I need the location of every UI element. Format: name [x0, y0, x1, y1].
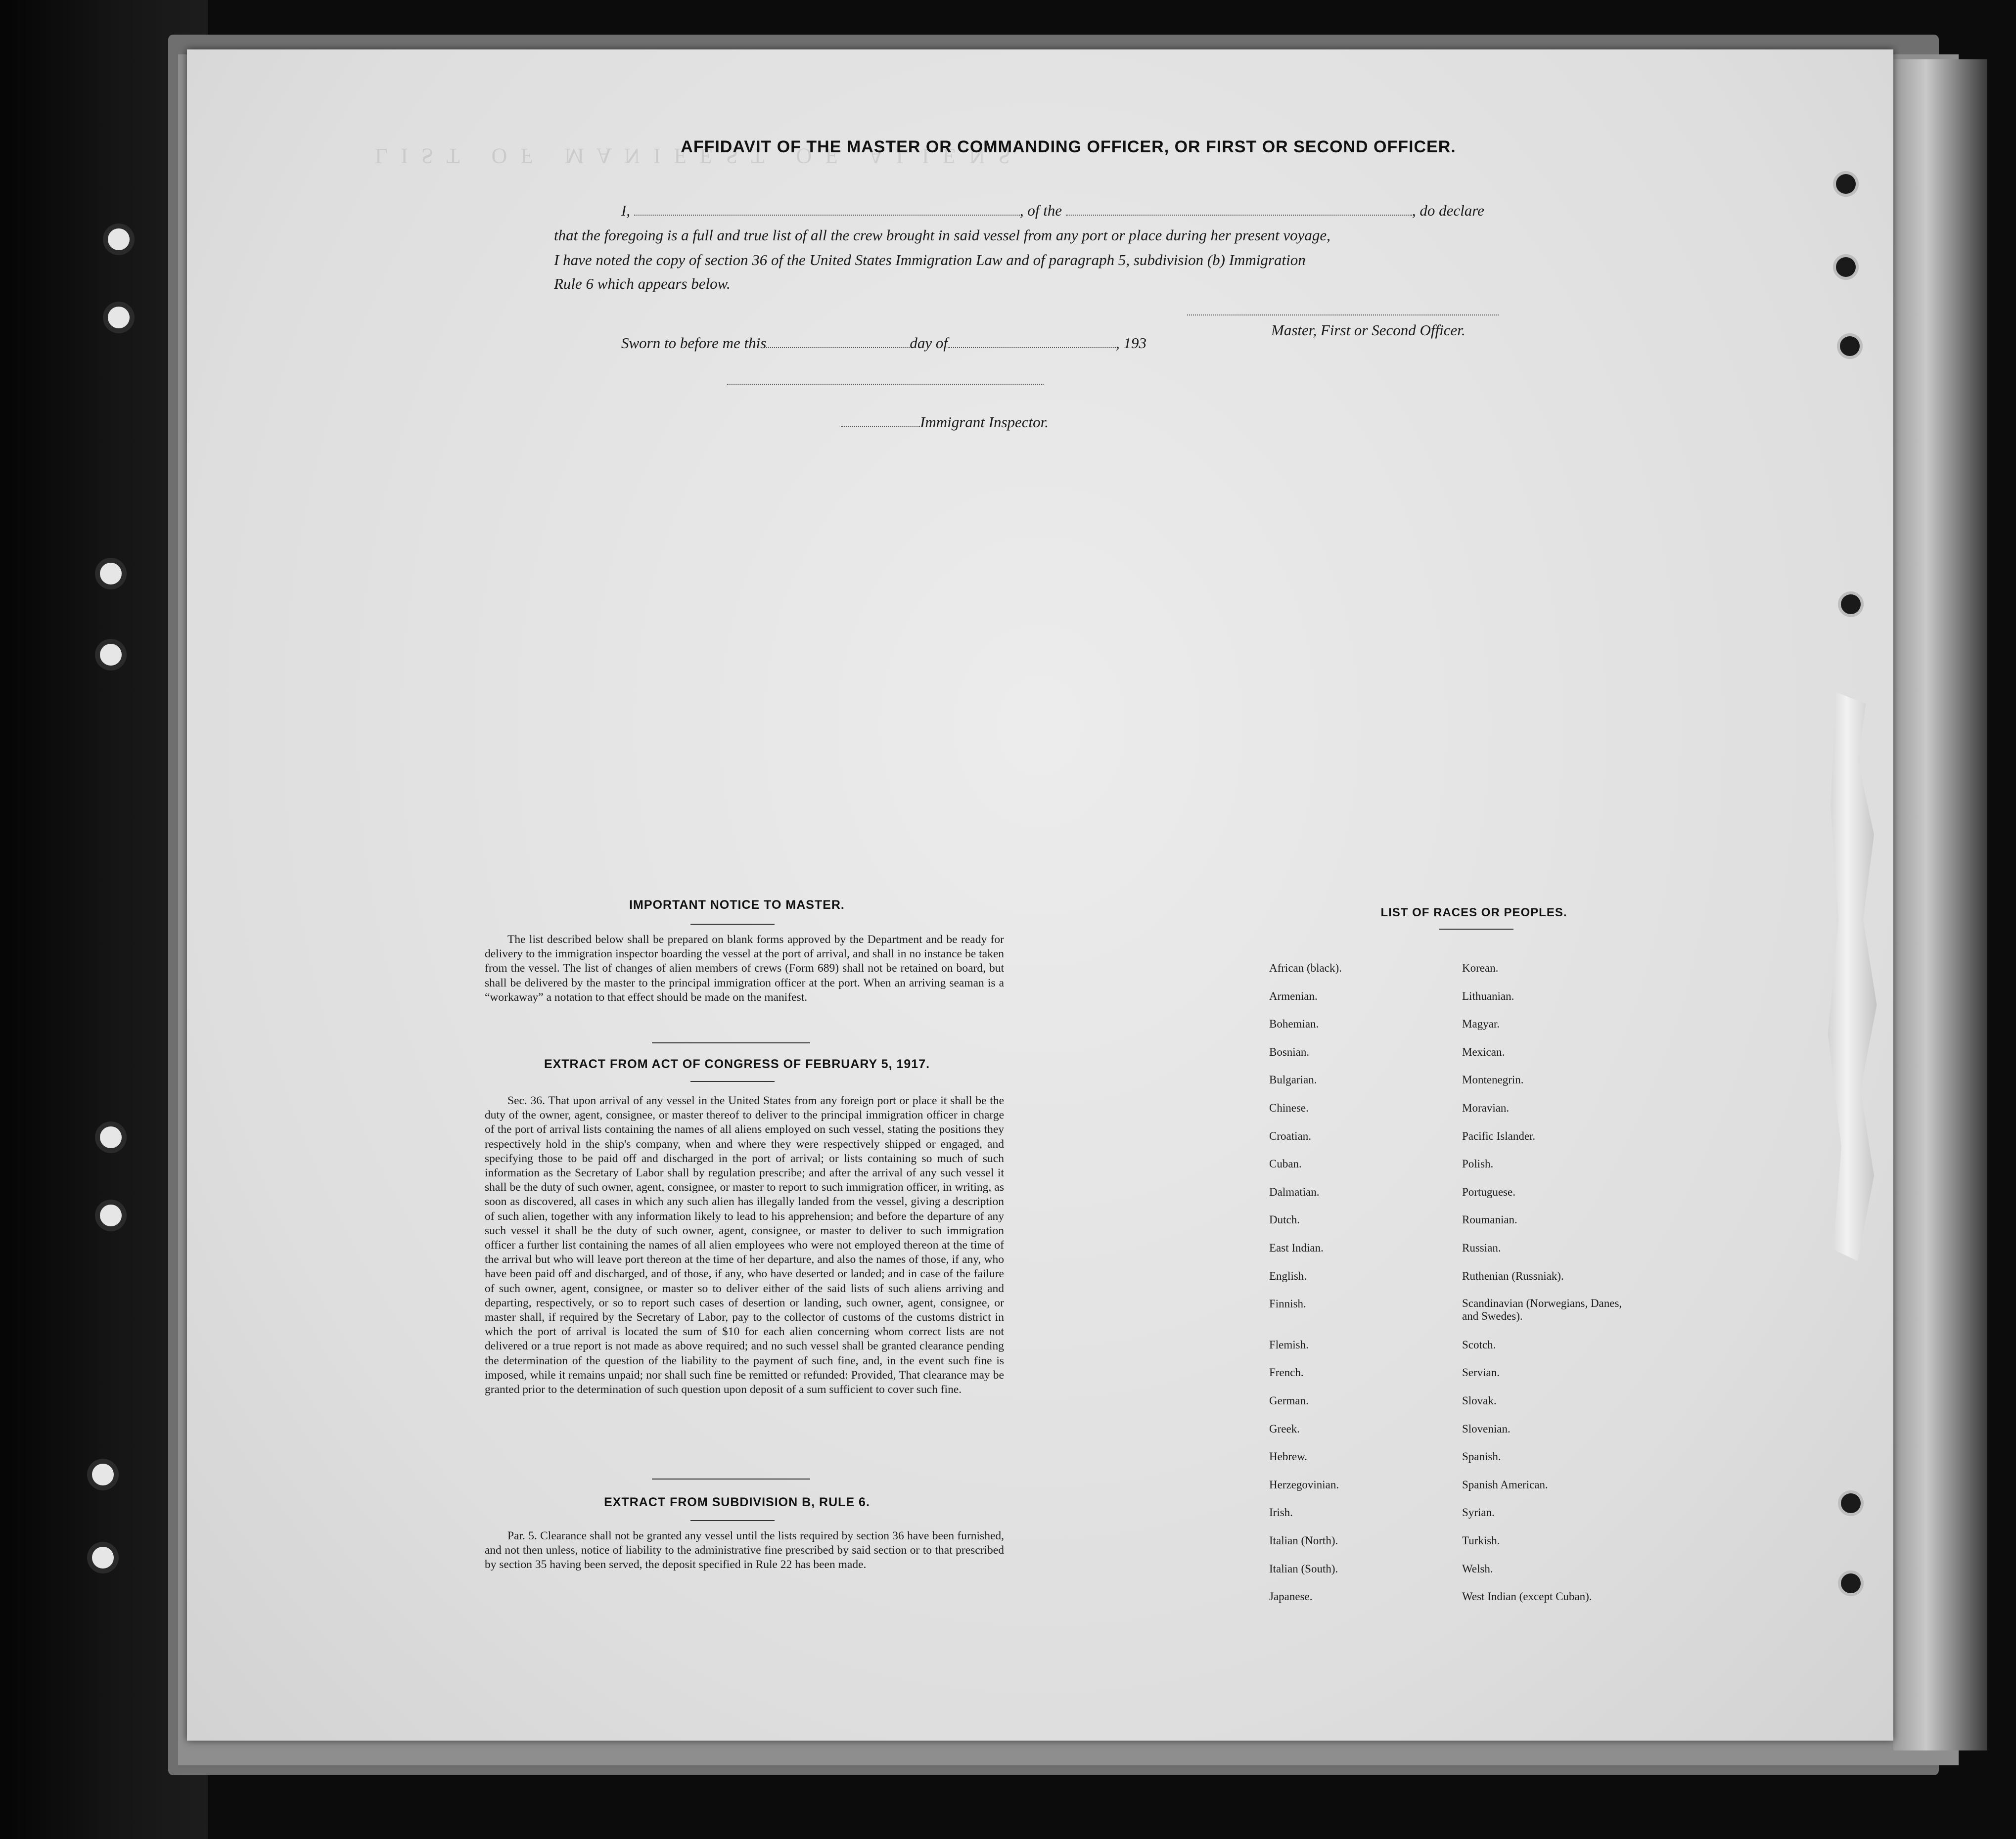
- declaration-line-3: I have noted the copy of section 36 of the United States Immigration Law and of paragraph 5, subdivision (b) Immigration: [554, 251, 1306, 269]
- rule-extract-divider: [690, 1520, 775, 1521]
- race-item-right: Lithuanian.: [1462, 990, 1514, 1002]
- binder-hole: [100, 563, 122, 584]
- page-hole: [1841, 1493, 1861, 1513]
- inspector-line: [841, 413, 1049, 431]
- races-divider: [1439, 929, 1513, 930]
- act-extract-body: Sec. 36. That upon arrival of any vessel in the United States from any foreign port or place it shall be the duty of the owner, agent, consignee, or master thereof to deliver to the principal immigration officer in charge of the port of arrival lists containing the names of all aliens employed on such vessel, stating the positions they respectively hold in the ship's company, when and where they were respectively shipped or engaged, and specifying those to be paid off and discharged in the port of arrival; or lists containing so much of such information as the Secretary of Labor shall by regulation prescribe; and after the arrival of any such vessel it shall be the duty of such owner, agent, consignee, or master to report to such immigration officer, in writing, as soon as discovered, all cases in which any such alien has illegally landed from the vessel, giving a description of such alien, together with any information likely to lead to his apprehension; and before the departure of any such vessel it shall be the duty of such owner, agent, consignee, or master to deliver to such immigration officer a further list containing the names of all alien employees who were not employed thereon at the time of the arrival but who will leave port thereon at the time of her departure, and also the names of those, if any, who have been paid off and discharged, and of those, if any, who have deserted or landed; and in case of the failure of such owner, agent, consignee, or master so to deliver either of the said lists of such aliens arriving and departing, respectively, or so to report such cases of desertion or landing, such owner, agent, consignee, or master shall, if required by the Secretary of Labor, pay to the collector of customs of the customs district in which the port of arrival is located the sum of $10 for each alien concerning whom correct lists are not delivered or a true report is not made as above required; and no such vessel shall be granted clearance pending the determination of the question of the liability to the payment of such fine, and, in the event such fine is imposed, while it remains unpaid; nor shall such fine be remitted or refunded: Provided, That clearance may be granted prior to the determination of such question upon deposit of a sum sufficient to cover such fine.: [485, 1094, 1004, 1396]
- race-item-left: Hebrew.: [1269, 1450, 1308, 1463]
- sworn-prefix: Sworn to before me this: [621, 334, 767, 352]
- inspector-label: Immigrant Inspector.: [920, 413, 1049, 431]
- binder-hole: [92, 1547, 114, 1569]
- race-item-left: African (black).: [1269, 962, 1342, 974]
- race-item-left: Cuban.: [1269, 1158, 1302, 1170]
- race-item-left: French.: [1269, 1366, 1304, 1379]
- race-item-right: Spanish.: [1462, 1450, 1501, 1463]
- race-item-right: Scandinavian (Norwegians, Danes, and Swedes).: [1462, 1297, 1622, 1322]
- page-hole: [1836, 257, 1856, 277]
- race-item-left: German.: [1269, 1394, 1309, 1407]
- race-item-right: Russian.: [1462, 1242, 1501, 1254]
- act-extract-end-divider: [652, 1479, 810, 1480]
- race-item-right: Korean.: [1462, 962, 1499, 974]
- race-item-right: Scotch.: [1462, 1339, 1496, 1351]
- race-item-right: Polish.: [1462, 1158, 1494, 1170]
- race-item-left: East Indian.: [1269, 1242, 1324, 1254]
- race-item-right: Ruthenian (Russniak).: [1462, 1270, 1564, 1282]
- race-item-right: Montenegrin.: [1462, 1074, 1524, 1086]
- binder-hole: [100, 1205, 122, 1226]
- bleed-through-text: L I S T O F M A N I F E S T O F A L I E N S: [375, 144, 1014, 168]
- signature-rule: [1187, 314, 1499, 315]
- race-item-right: Mexican.: [1462, 1046, 1505, 1058]
- sworn-line: [621, 334, 1146, 352]
- race-item-left: Japanese.: [1269, 1590, 1313, 1603]
- race-item-left: Bohemian.: [1269, 1018, 1319, 1030]
- race-item-left: Armenian.: [1269, 990, 1318, 1002]
- inspector-blank: [841, 426, 920, 427]
- race-item-right: Welsh.: [1462, 1563, 1493, 1575]
- binder-hole: [100, 644, 122, 666]
- day-blank: [766, 347, 910, 348]
- declaration-line-2: that the foregoing is a full and true list of all the crew brought in said vessel from any port or place during her present voyage,: [554, 226, 1330, 244]
- race-item-right: Spanish American.: [1462, 1479, 1548, 1491]
- signature-label: Master, First or Second Officer.: [1271, 321, 1466, 339]
- race-item-left: Bulgarian.: [1269, 1074, 1317, 1086]
- rule-extract-title: EXTRACT FROM SUBDIVISION B, RULE 6.: [604, 1495, 870, 1509]
- race-item-right: Pacific Islander.: [1462, 1130, 1536, 1142]
- race-item-left: English.: [1269, 1270, 1307, 1282]
- race-item-right: West Indian (except Cuban).: [1462, 1590, 1592, 1603]
- race-item-left: Chinese.: [1269, 1102, 1309, 1114]
- act-extract-title: EXTRACT FROM ACT OF CONGRESS OF FEBRUARY 5, 1917.: [544, 1057, 930, 1071]
- act-extract-divider: [690, 1081, 775, 1082]
- race-item-left: Flemish.: [1269, 1339, 1309, 1351]
- declaration-line-4: Rule 6 which appears below.: [554, 275, 731, 292]
- race-item-left: Dutch.: [1269, 1213, 1300, 1226]
- binder-hole: [108, 307, 130, 328]
- race-item-left: Irish.: [1269, 1506, 1293, 1519]
- page-hole: [1836, 174, 1856, 194]
- race-item-left: Greek.: [1269, 1423, 1300, 1435]
- manifest-page: [187, 49, 1893, 1741]
- page-hole: [1840, 336, 1860, 356]
- race-item-left: Finnish.: [1269, 1298, 1306, 1310]
- name-blank: [634, 214, 1020, 216]
- race-item-right: Servian.: [1462, 1366, 1500, 1379]
- rule-extract-body: Par. 5. Clearance shall not be granted any vessel until the lists required by section 36 have been furnished, and not then unless, notice of liability to the administrative fine prescribed by said section or to that prescribed by section 35 having been served, the deposit specified in Rule 22 has been made.: [485, 1529, 1004, 1571]
- race-item-right: Slovak.: [1462, 1394, 1497, 1407]
- sworn-day-of: day of: [910, 334, 948, 352]
- race-item-left: Italian (North).: [1269, 1534, 1338, 1547]
- notice-body: The list described below shall be prepared on blank forms approved by the Department and be ready for delivery to the immigration inspector boarding the vessel at the port of arrival, and shall in no instance be taken from the vessel. The list of changes of alien members of crews (Form 689) shall not be retained on board, but shall be delivered by the master to the principal immigration officer at the port. When an arriving seaman is a “workaway” a notation to that effect should be made on the manifest.: [485, 933, 1004, 1004]
- race-item-right: Turkish.: [1462, 1534, 1500, 1547]
- binder-hole: [92, 1464, 114, 1485]
- race-item-right: Slovenian.: [1462, 1423, 1511, 1435]
- race-item-left: Italian (South).: [1269, 1563, 1338, 1575]
- vessel-blank: [1066, 214, 1412, 216]
- affidavit-title: AFFIDAVIT OF THE MASTER OR COMMANDING OFFICER, OR FIRST OR SECOND OFFICER.: [681, 137, 1456, 156]
- month-blank: [948, 347, 1116, 348]
- declaration-line-1: [621, 202, 1484, 220]
- race-item-left: Herzegovinian.: [1269, 1479, 1339, 1491]
- race-item-right: Portuguese.: [1462, 1186, 1515, 1198]
- race-item-left: Croatian.: [1269, 1130, 1311, 1142]
- race-item-right: Moravian.: [1462, 1102, 1510, 1114]
- sworn-signature-rule: [727, 384, 1044, 385]
- race-item-left: Bosnian.: [1269, 1046, 1310, 1058]
- notice-divider: [690, 924, 775, 925]
- sworn-year: , 193: [1115, 334, 1146, 352]
- stacked-pages-edge: [1893, 59, 1987, 1750]
- race-item-right: Roumanian.: [1462, 1213, 1517, 1226]
- page-hole: [1841, 1573, 1861, 1593]
- notice-title: IMPORTANT NOTICE TO MASTER.: [629, 898, 845, 912]
- declaration-of-the: , of the: [1019, 202, 1062, 219]
- notice-end-divider: [652, 1042, 810, 1043]
- declaration-declare: , do declare: [1412, 202, 1484, 219]
- binder-hole: [108, 228, 130, 250]
- race-item-right: Magyar.: [1462, 1018, 1500, 1030]
- race-item-left: Dalmatian.: [1269, 1186, 1320, 1198]
- races-title: LIST OF RACES OR PEOPLES.: [1380, 906, 1567, 919]
- page-hole: [1841, 594, 1861, 614]
- binder-hole: [100, 1126, 122, 1148]
- race-item-right: Syrian.: [1462, 1506, 1495, 1519]
- declaration-i: I,: [621, 202, 631, 219]
